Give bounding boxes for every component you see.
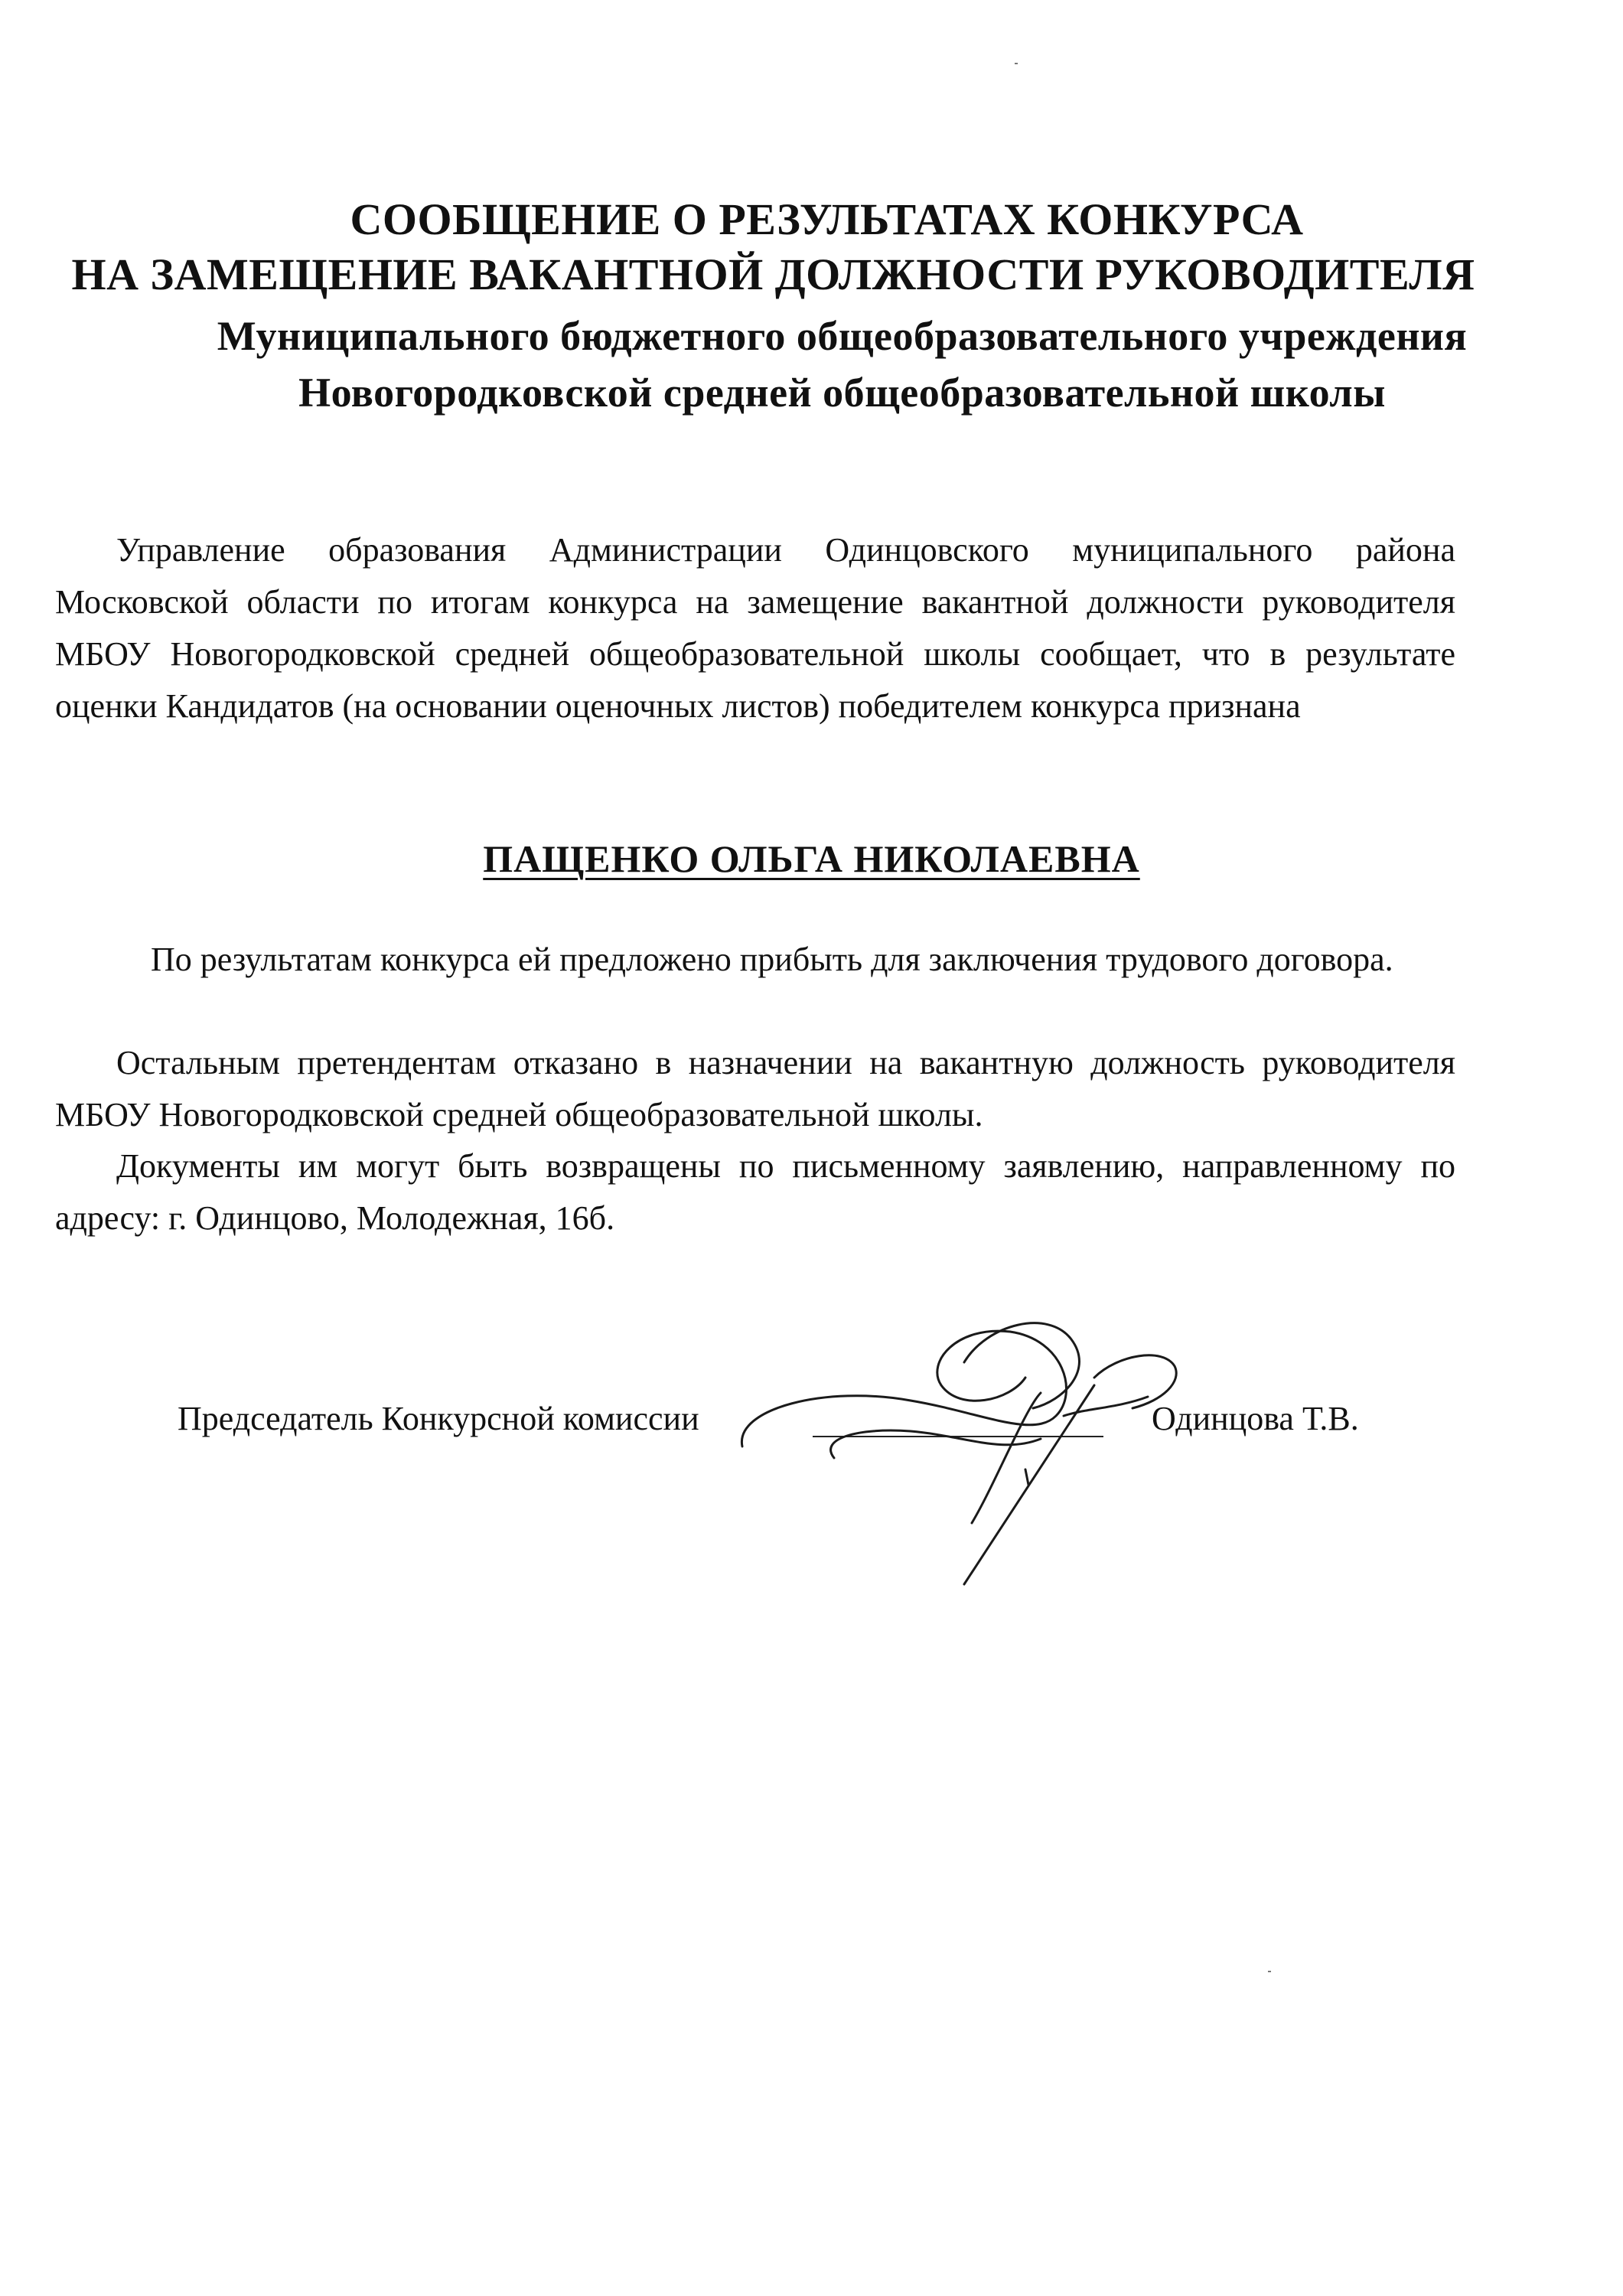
contract-paragraph: По результатам конкурса ей предложено прибыть для заключения трудового договора. bbox=[151, 941, 1393, 978]
documents-return-paragraph: Документы им могут быть возвращены по письменному заявлению, направленному по адресу: г. Одинцово, Молодежная, 16б. bbox=[55, 1147, 1455, 1237]
scan-speck bbox=[1268, 1971, 1271, 1972]
rejection-paragraph: Остальным претендентам отказано в назначении на вакантную должность руководителя МБОУ Новогородковской средней общеобразовательной школы. bbox=[55, 1044, 1455, 1133]
signatory-name: Одинцова Т.В. bbox=[1152, 1400, 1359, 1437]
scan-speck bbox=[1015, 63, 1018, 64]
signature-label: Председатель Конкурсной комиссии bbox=[178, 1400, 699, 1437]
document-title-line-1: СООБЩЕНИЕ О РЕЗУЛЬТАТАХ КОНКУРСА bbox=[350, 194, 1304, 244]
winner-name: ПАЩЕНКО ОЛЬГА НИКОЛАЕВНА bbox=[483, 837, 1140, 880]
document-subtitle-line-1: Муниципального бюджетного общеобразовательного учреждения bbox=[217, 313, 1468, 359]
announcement-paragraph: Управление образования Администрации Одинцовского муниципального района Московской области по итогам конкурса на замещение вакантной должности руководителя МБОУ Новогородковской средней общеобразовательной школы сообщает, что в результате оценки Кандидатов (на основании оценочных листов) победителем конкурса признана bbox=[55, 531, 1455, 725]
document-subtitle-line-2: Новогородковской средней общеобразовательной школы bbox=[298, 370, 1386, 416]
handwritten-signature bbox=[735, 1293, 1194, 1600]
document-title-line-2: НА ЗАМЕЩЕНИЕ ВАКАНТНОЙ ДОЛЖНОСТИ РУКОВОДИТЕЛЯ bbox=[71, 249, 1475, 299]
